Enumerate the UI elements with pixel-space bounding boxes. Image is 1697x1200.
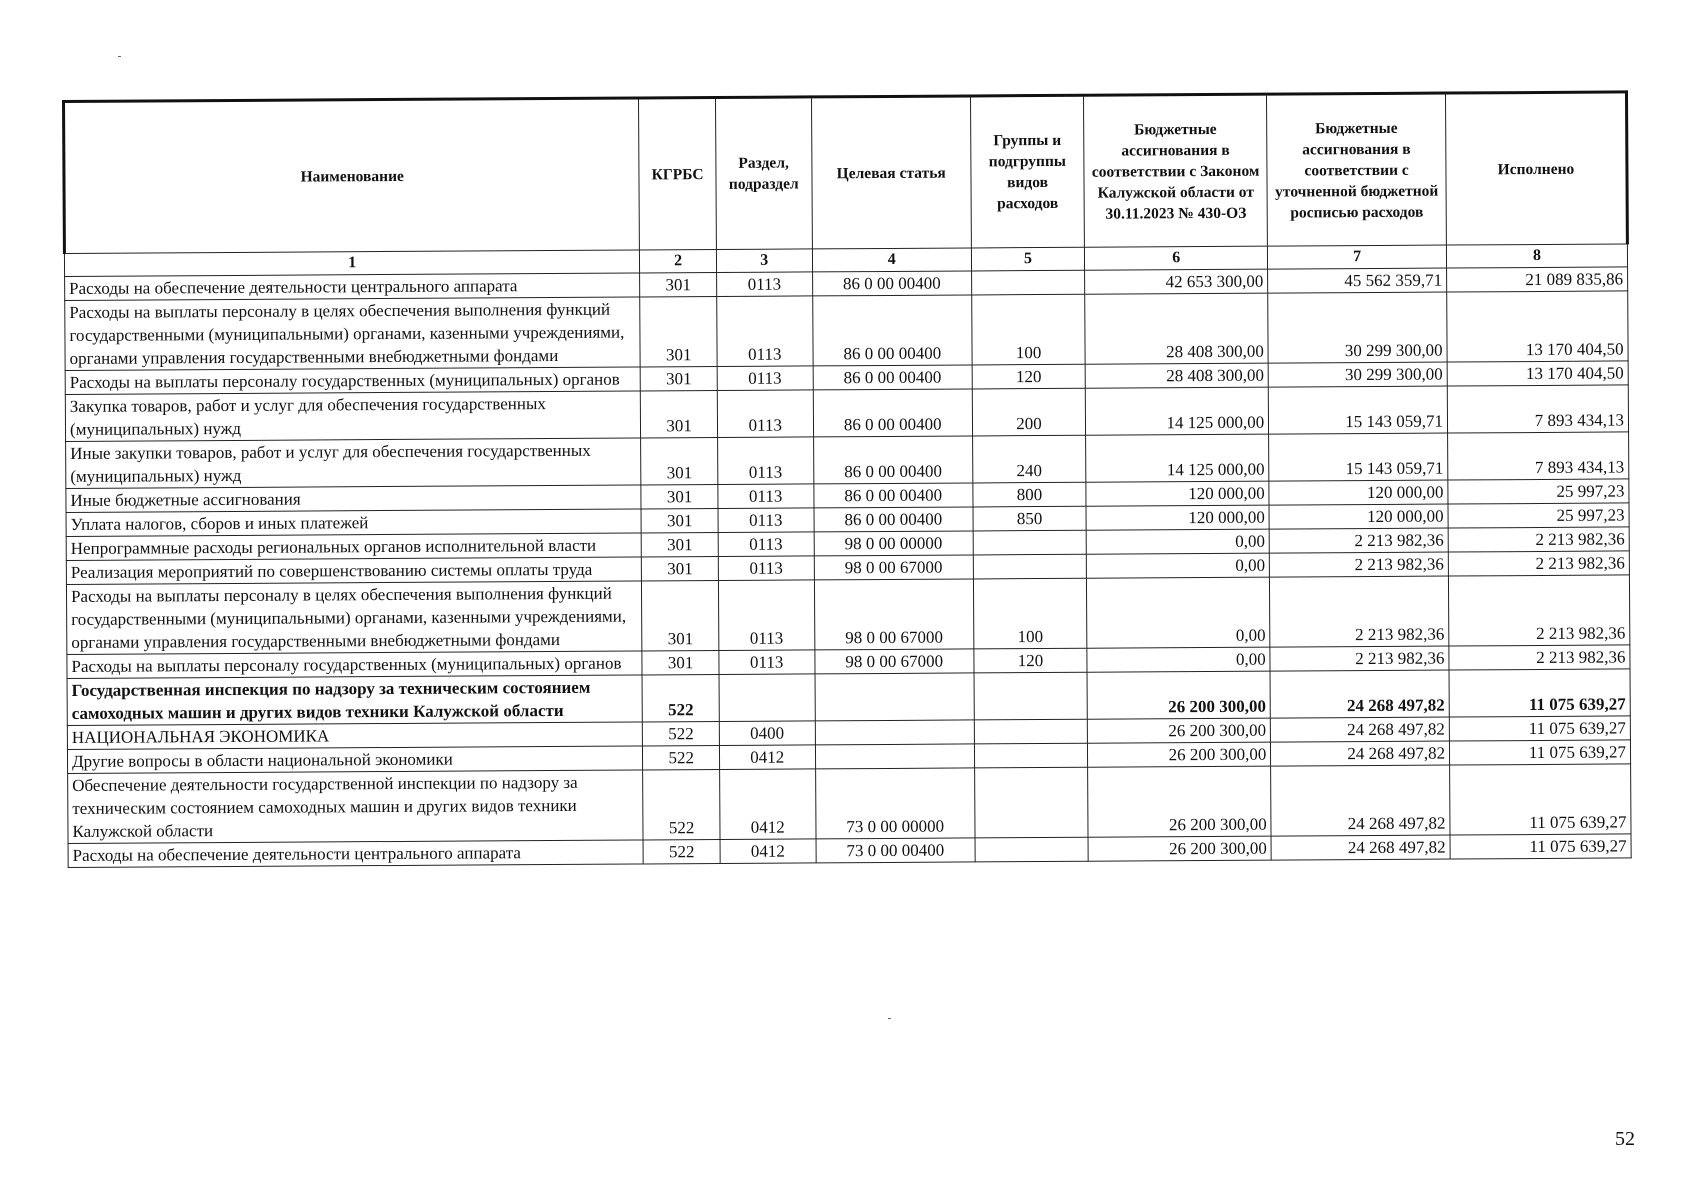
cell-target: 86 0 00 00400 bbox=[812, 271, 971, 296]
cell-kgrbs: 522 bbox=[643, 769, 720, 839]
cell-section: 0113 bbox=[716, 296, 812, 367]
cell-refined: 120 000,00 bbox=[1269, 504, 1448, 529]
cell-kgrbs: 301 bbox=[641, 509, 717, 533]
cell-target: 98 0 00 67000 bbox=[815, 649, 974, 674]
cell-section: 0113 bbox=[718, 580, 814, 651]
cell-section: 0400 bbox=[719, 721, 815, 746]
cell-law: 26 200 300,00 bbox=[1087, 671, 1270, 719]
cell-law: 26 200 300,00 bbox=[1088, 836, 1271, 861]
cell-law: 14 125 000,00 bbox=[1085, 387, 1268, 435]
cell-group bbox=[974, 767, 1088, 838]
cell-executed: 11 075 639,27 bbox=[1449, 669, 1630, 717]
cell-refined: 24 268 497,82 bbox=[1271, 741, 1450, 766]
cell-executed: 25 997,23 bbox=[1448, 479, 1629, 504]
cell-executed: 13 170 404,50 bbox=[1447, 291, 1628, 362]
cell-executed: 2 213 982,36 bbox=[1448, 575, 1629, 646]
cell-refined: 24 268 497,82 bbox=[1270, 670, 1449, 718]
cell-kgrbs: 301 bbox=[641, 367, 717, 391]
cell-law: 120 000,00 bbox=[1086, 505, 1269, 530]
cell-law: 26 200 300,00 bbox=[1088, 742, 1271, 767]
table-body bbox=[65, 267, 1632, 868]
cell-kgrbs: 301 bbox=[641, 485, 717, 509]
cell-law: 0,00 bbox=[1087, 577, 1271, 648]
column-number: 4 bbox=[812, 248, 971, 272]
cell-kgrbs: 301 bbox=[641, 438, 718, 485]
column-number: 6 bbox=[1085, 246, 1268, 270]
cell-law: 28 408 300,00 bbox=[1085, 363, 1268, 388]
column-number: 2 bbox=[640, 250, 716, 273]
cell-executed: 13 170 404,50 bbox=[1447, 361, 1628, 386]
cell-kgrbs: 301 bbox=[640, 297, 717, 367]
cell-refined: 24 268 497,82 bbox=[1271, 717, 1450, 742]
cell-group: 100 bbox=[973, 578, 1087, 649]
scan-speck bbox=[888, 1018, 891, 1019]
cell-group: 240 bbox=[972, 435, 1086, 483]
cell-name: Уплата налогов, сборов и иных платежей bbox=[66, 509, 642, 537]
header-kgrbs: КГРБС bbox=[639, 98, 716, 250]
cell-law: 120 000,00 bbox=[1086, 481, 1269, 506]
header-executed: Исполнено bbox=[1445, 92, 1627, 245]
cell-group bbox=[975, 837, 1088, 862]
cell-law: 42 653 300,00 bbox=[1085, 269, 1268, 294]
cell-name: Государственная инспекция по надзору за техническим состоянием самоходных машин и других видов техники Калужской области bbox=[67, 675, 643, 726]
cell-target: 86 0 00 00400 bbox=[813, 436, 972, 484]
cell-refined: 15 143 059,71 bbox=[1269, 433, 1448, 481]
header-row bbox=[64, 92, 1628, 254]
cell-section: 0113 bbox=[717, 366, 813, 391]
cell-name: Расходы на выплаты персоналу в целях обеспечения выполнения функций государственными (муниципальными) органами, казенными учреждениями, органами управления государственными внебюджетными фондами bbox=[65, 297, 641, 371]
cell-group bbox=[974, 743, 1087, 768]
column-number: 1 bbox=[64, 250, 640, 277]
cell-executed: 2 213 982,36 bbox=[1448, 527, 1629, 552]
scan-speck bbox=[118, 56, 121, 57]
cell-refined: 24 268 497,82 bbox=[1271, 765, 1450, 836]
cell-target bbox=[815, 744, 974, 769]
cell-executed: 7 893 434,13 bbox=[1447, 385, 1628, 433]
cell-law: 0,00 bbox=[1087, 647, 1270, 672]
cell-law: 0,00 bbox=[1086, 553, 1269, 578]
cell-executed: 11 075 639,27 bbox=[1449, 740, 1630, 765]
cell-group bbox=[974, 719, 1087, 744]
cell-executed: 2 213 982,36 bbox=[1448, 551, 1629, 576]
column-number: 5 bbox=[971, 247, 1084, 271]
table-row bbox=[68, 764, 1631, 844]
cell-group bbox=[973, 554, 1086, 579]
cell-section: 0412 bbox=[720, 839, 816, 864]
cell-target: 86 0 00 00400 bbox=[814, 483, 973, 508]
cell-group: 100 bbox=[972, 294, 1086, 365]
header-law: Бюджетные ассигнования в соответствии с Законом Калужской области от 30.11.2023 № 430-ОЗ bbox=[1084, 94, 1268, 247]
cell-name: Другие вопросы в области национальной экономики bbox=[67, 746, 643, 774]
cell-section: 0113 bbox=[718, 484, 814, 509]
cell-section: 0113 bbox=[716, 272, 812, 297]
header-groups: Группы и подгруппы видов расходов bbox=[970, 95, 1084, 248]
cell-refined: 15 143 059,71 bbox=[1269, 386, 1448, 434]
column-number: 7 bbox=[1268, 245, 1447, 269]
cell-kgrbs: 522 bbox=[644, 839, 720, 863]
document-sheet bbox=[62, 90, 1633, 868]
header-section: Раздел, подраздел bbox=[715, 97, 812, 250]
cell-refined: 2 213 982,36 bbox=[1270, 576, 1449, 647]
cell-refined: 2 213 982,36 bbox=[1270, 552, 1449, 577]
cell-name: Расходы на выплаты персоналу государственных (муниципальных) органов bbox=[65, 367, 641, 395]
cell-group: 120 bbox=[974, 648, 1087, 673]
cell-kgrbs: 522 bbox=[643, 674, 720, 721]
cell-refined: 30 299 300,00 bbox=[1268, 292, 1447, 363]
cell-name: Непрограммные расходы региональных органов исполнительной власти bbox=[66, 533, 642, 561]
column-number: 3 bbox=[716, 249, 812, 273]
cell-section: 0113 bbox=[718, 532, 814, 557]
cell-name: Реализация мероприятий по совершенствованию системы оплаты труда bbox=[66, 557, 642, 585]
cell-group bbox=[971, 270, 1084, 295]
cell-target: 98 0 00 67000 bbox=[814, 579, 974, 650]
header-target: Целевая статья bbox=[811, 96, 971, 249]
cell-kgrbs: 301 bbox=[642, 557, 718, 581]
cell-target: 86 0 00 00400 bbox=[813, 365, 972, 390]
cell-refined: 2 213 982,36 bbox=[1269, 528, 1448, 553]
cell-law: 26 200 300,00 bbox=[1087, 718, 1270, 743]
cell-refined: 30 299 300,00 bbox=[1268, 362, 1447, 387]
cell-executed: 25 997,23 bbox=[1448, 503, 1629, 528]
header-name: Наименование bbox=[64, 98, 640, 254]
table-row bbox=[66, 575, 1629, 655]
cell-name: Расходы на обеспечение деятельности центрального аппарата bbox=[68, 840, 644, 868]
cell-target: 73 0 00 00400 bbox=[816, 838, 975, 863]
cell-refined: 24 268 497,82 bbox=[1271, 835, 1450, 860]
table-row bbox=[65, 291, 1628, 371]
cell-refined: 120 000,00 bbox=[1269, 480, 1448, 505]
cell-section: 0113 bbox=[718, 508, 814, 533]
cell-name: Закупка товаров, работ и услуг для обеспечения государственных (муниципальных) нужд bbox=[65, 391, 641, 442]
cell-name: Расходы на выплаты персоналу государственных (муниципальных) органов bbox=[67, 651, 643, 679]
cell-kgrbs: 522 bbox=[643, 721, 719, 745]
page-number: 52 bbox=[1615, 1128, 1635, 1150]
cell-group: 120 bbox=[972, 364, 1085, 389]
column-number: 8 bbox=[1446, 244, 1627, 268]
cell-group: 850 bbox=[973, 506, 1086, 531]
budget-table bbox=[62, 90, 1633, 868]
cell-target: 86 0 00 00400 bbox=[812, 295, 972, 366]
cell-name: Обеспечение деятельности государственной инспекции по надзору за техническим состоянием самоходных машин и других видов техники Калужской области bbox=[68, 770, 644, 844]
cell-kgrbs: 301 bbox=[642, 650, 718, 674]
cell-executed: 7 893 434,13 bbox=[1448, 432, 1629, 480]
cell-group: 800 bbox=[973, 482, 1086, 507]
cell-group bbox=[973, 530, 1086, 555]
cell-kgrbs: 301 bbox=[640, 273, 716, 297]
cell-name: Расходы на обеспечение деятельности центрального аппарата bbox=[65, 273, 641, 301]
cell-refined: 45 562 359,71 bbox=[1268, 268, 1447, 293]
cell-law: 28 408 300,00 bbox=[1085, 293, 1269, 364]
cell-section: 0113 bbox=[719, 650, 815, 675]
header-refined: Бюджетные ассигнования в соответствии с уточненной бюджетной росписью расходов bbox=[1267, 93, 1447, 246]
cell-name: Расходы на выплаты персоналу в целях обеспечения выполнения функций государственными (муниципальными) органами, казенными учреждениями, органами управления государственными внебюджетными фондами bbox=[66, 581, 642, 655]
cell-target: 86 0 00 00400 bbox=[813, 389, 972, 437]
cell-section: 0113 bbox=[717, 390, 813, 438]
cell-executed: 21 089 835,86 bbox=[1447, 267, 1628, 292]
cell-executed: 2 213 982,36 bbox=[1449, 645, 1630, 670]
cell-section: 0113 bbox=[718, 556, 814, 581]
cell-target bbox=[815, 720, 974, 745]
cell-target bbox=[815, 673, 974, 721]
cell-refined: 2 213 982,36 bbox=[1270, 646, 1449, 671]
cell-law: 26 200 300,00 bbox=[1088, 766, 1272, 837]
cell-law: 0,00 bbox=[1086, 529, 1269, 554]
cell-target: 98 0 00 00000 bbox=[814, 531, 973, 556]
cell-section: 0412 bbox=[719, 745, 815, 770]
cell-executed: 11 075 639,27 bbox=[1450, 764, 1631, 835]
cell-name: Иные закупки товаров, работ и услуг для обеспечения государственных (муниципальных) нужд bbox=[66, 438, 642, 489]
cell-section: 0113 bbox=[717, 437, 813, 485]
cell-target: 73 0 00 00000 bbox=[815, 768, 975, 839]
cell-target: 86 0 00 00400 bbox=[814, 507, 973, 532]
cell-executed: 11 075 639,27 bbox=[1449, 716, 1630, 741]
cell-section bbox=[719, 674, 815, 722]
cell-kgrbs: 301 bbox=[641, 391, 718, 438]
cell-name: Иные бюджетные ассигнования bbox=[66, 485, 642, 513]
cell-kgrbs: 301 bbox=[642, 581, 719, 651]
cell-group bbox=[974, 672, 1088, 720]
cell-section: 0412 bbox=[719, 769, 815, 840]
cell-law: 14 125 000,00 bbox=[1086, 434, 1269, 482]
cell-name: НАЦИОНАЛЬНАЯ ЭКОНОМИКА bbox=[67, 722, 643, 750]
cell-target: 98 0 00 67000 bbox=[814, 555, 973, 580]
cell-executed: 11 075 639,27 bbox=[1450, 834, 1631, 859]
cell-kgrbs: 301 bbox=[642, 533, 718, 557]
cell-kgrbs: 522 bbox=[643, 745, 719, 769]
cell-group: 200 bbox=[972, 388, 1086, 436]
